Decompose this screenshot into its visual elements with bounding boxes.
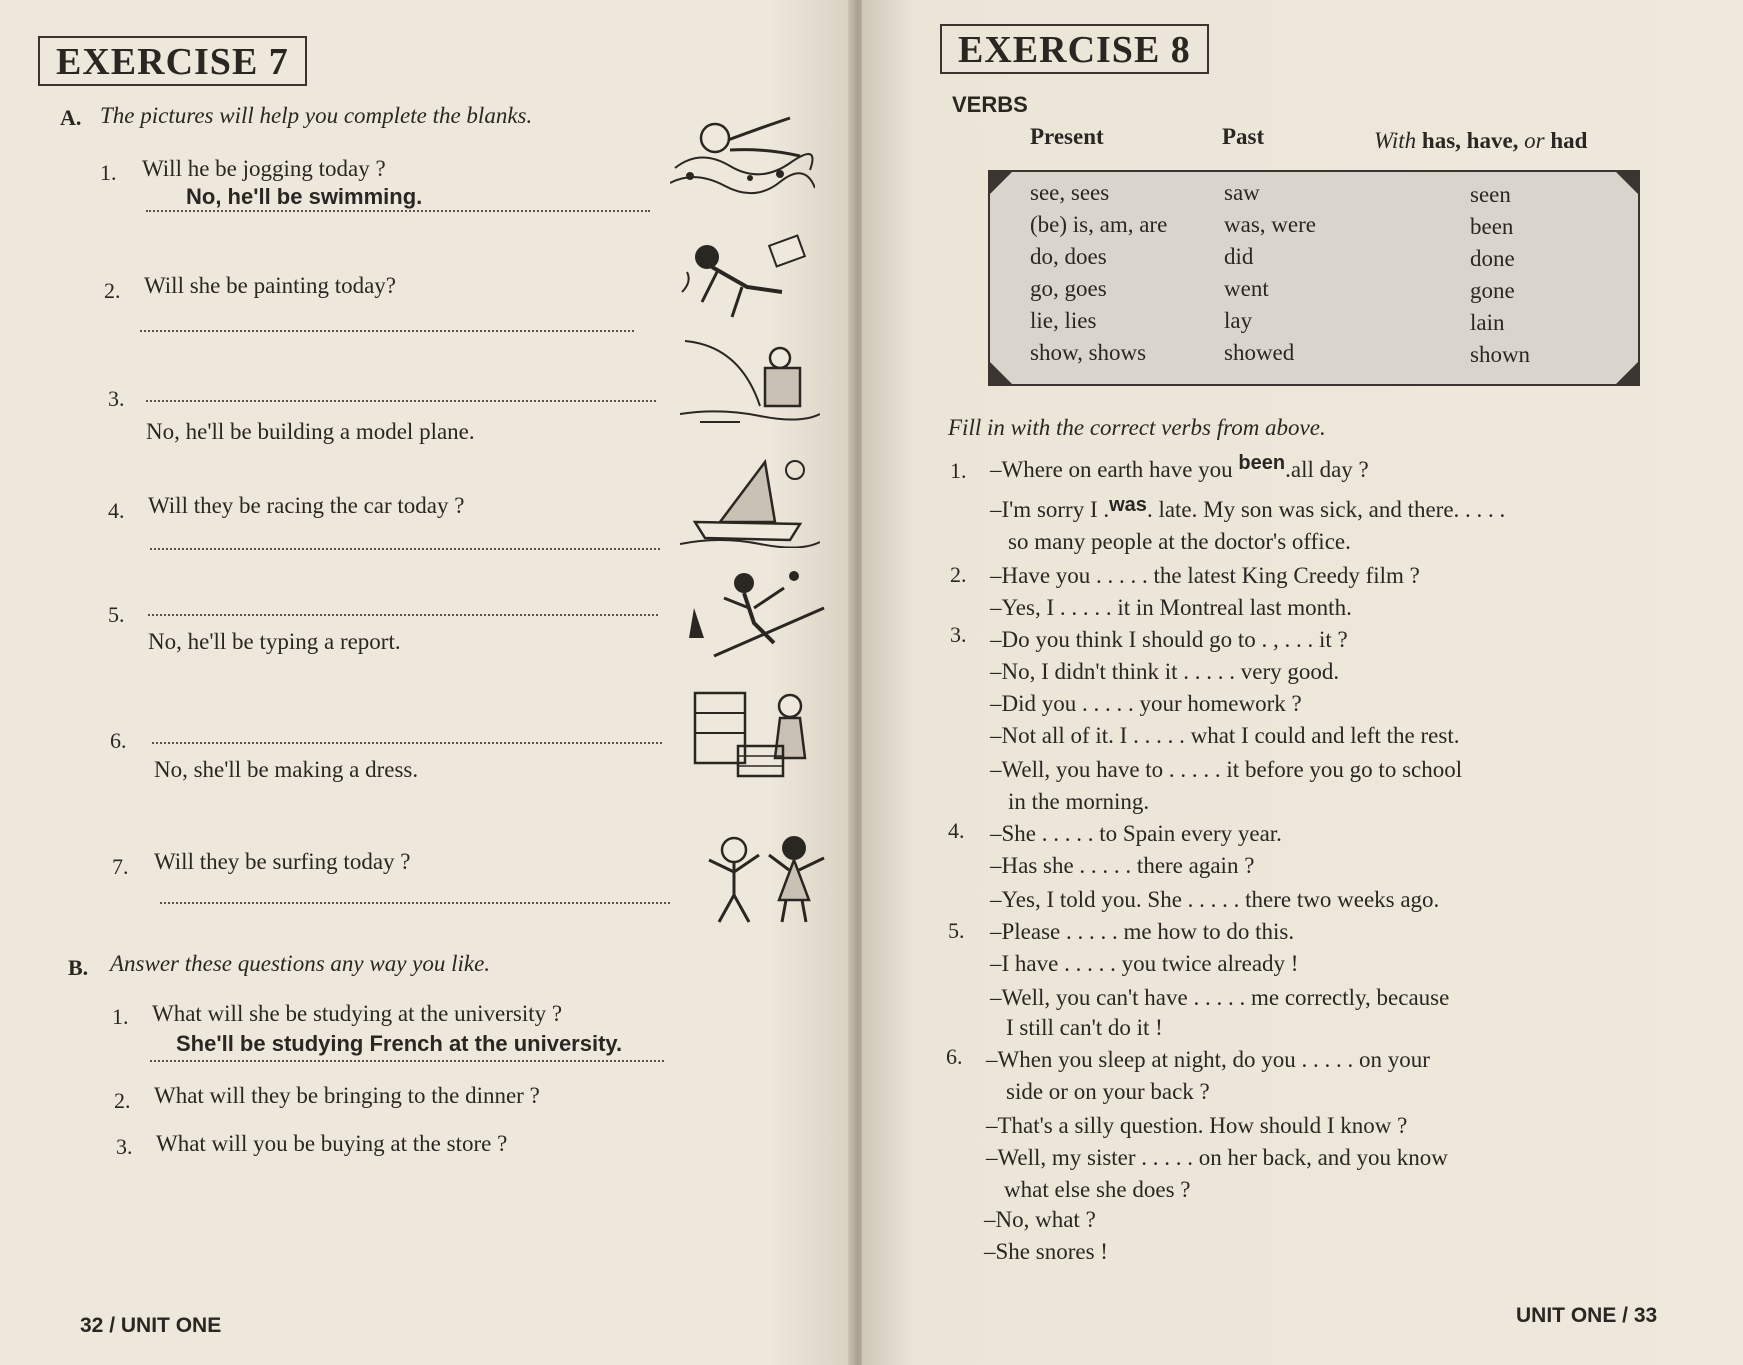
item-number: 1. (112, 1004, 129, 1029)
dialogue-line: side or on your back ? (1006, 1079, 1210, 1104)
item-answer-filled: No, he'll be swimming. (186, 184, 423, 209)
verb-participle: seen (1470, 182, 1511, 207)
exercise-7-title: EXERCISE 7 (38, 36, 307, 86)
item-answer: No, he'll be building a model plane. (146, 419, 475, 444)
verb-present: show, shows (1030, 340, 1147, 365)
fill-instruction: Fill in with the correct verbs from above. (948, 415, 1326, 440)
answer-blank[interactable] (146, 400, 656, 402)
verb-participle: lain (1470, 310, 1505, 335)
item-number: 5. (108, 602, 125, 627)
dialogue-line: –Well, my sister . . . . . on her back, and you know (986, 1145, 1448, 1170)
verbs-label: VERBS (952, 92, 1028, 117)
dialogue-number: 3. (950, 622, 967, 647)
filled-answer: been (1238, 452, 1286, 474)
dialogue-line: –No, I didn't think it . . . . . very good. (990, 659, 1340, 684)
answer-blank[interactable] (146, 210, 650, 212)
answer-blank[interactable] (148, 614, 658, 616)
verb-present: (be) is, am, are (1030, 212, 1168, 237)
dialogue-line: –Did you . . . . . your homework ? (990, 691, 1302, 716)
column-past: Past (1222, 124, 1265, 149)
verb-table (988, 170, 1640, 386)
verb-participle: shown (1470, 342, 1531, 367)
page-footer-right: UNIT ONE / 33 (1516, 1304, 1658, 1327)
dialogue-line: –That's a silly question. How should I know ? (986, 1113, 1408, 1138)
dialogue-line: –Has she . . . . . there again ? (990, 853, 1255, 878)
verb-participle: gone (1470, 278, 1515, 303)
dialogue-line: –Not all of it. I . . . . . what I could and left the rest. (990, 723, 1460, 748)
table-corner (1616, 172, 1638, 194)
filled-answer: was (1109, 494, 1147, 516)
dialogue-line: –Well, you can't have . . . . . me correctly, because (990, 985, 1450, 1010)
dialogue-line: –She . . . . . to Spain every year. (990, 821, 1282, 846)
verb-participle: been (1470, 214, 1514, 239)
dialogue-line: what else she does ? (1004, 1177, 1191, 1202)
dialogue-number: 4. (948, 818, 965, 843)
item-number: 3. (108, 386, 125, 411)
verb-present: lie, lies (1030, 308, 1097, 333)
item-question: Will they be surfing today ? (154, 849, 411, 874)
verb-past: did (1224, 244, 1254, 269)
item-question: Will he be jogging today ? (142, 156, 386, 181)
answer-blank[interactable] (150, 1060, 664, 1062)
dialogue-line: –I'm sorry I .was. late. My son was sick, and there. . . . . (990, 494, 1506, 522)
table-corner (1616, 362, 1638, 384)
verb-past: was, were (1224, 212, 1316, 237)
item-number: 6. (110, 728, 127, 753)
dialogue-line: –Yes, I . . . . . it in Montreal last month. (990, 595, 1352, 620)
dialogue-number: 2. (950, 562, 967, 587)
item-number: 3. (116, 1134, 133, 1159)
dialogue-line: –Yes, I told you. She . . . . . there two weeks ago. (990, 887, 1440, 912)
dialogue-line: –Well, you have to . . . . . it before you go to school (990, 757, 1463, 782)
section-a-instruction: The pictures will help you complete the blanks. (100, 103, 533, 128)
table-corner (990, 172, 1012, 194)
verb-past: lay (1224, 308, 1253, 333)
dialogue-line: –She snores ! (984, 1239, 1108, 1264)
dialogue-line: I still can't do it ! (1006, 1015, 1163, 1040)
verb-present: see, sees (1030, 180, 1110, 205)
table-corner (990, 362, 1012, 384)
dialogue-number: 5. (948, 918, 965, 943)
verb-present: go, goes (1030, 276, 1107, 301)
dialogue-line: in the morning. (1008, 789, 1150, 814)
page-footer-left: 32 / UNIT ONE (80, 1314, 222, 1337)
column-participle: With has, have, or had (1374, 128, 1588, 153)
dialogue-line: –Please . . . . . me how to do this. (990, 919, 1295, 944)
answer-blank[interactable] (150, 548, 660, 550)
answer-blank[interactable] (140, 330, 634, 332)
item-answer-filled: She'll be studying French at the university. (176, 1031, 623, 1056)
dialogue-line: –No, what ? (984, 1207, 1096, 1232)
item-question: Will they be racing the car today ? (148, 493, 465, 518)
section-b-instruction: Answer these questions any way you like. (110, 951, 491, 976)
sailboat-illustration-icon (680, 452, 820, 548)
dialogue-line: –Have you . . . . . the latest King Creedy film ? (990, 563, 1420, 588)
section-b-letter: B. (68, 955, 89, 980)
item-number: 2. (104, 278, 121, 303)
dialogue-line: so many people at the doctor's office. (1008, 529, 1351, 554)
verb-past: showed (1224, 340, 1295, 365)
skier-illustration-icon (684, 568, 828, 664)
right-page (862, 0, 1743, 1365)
dialogue-number: 6. (946, 1044, 963, 1069)
verb-participle: done (1470, 246, 1515, 271)
verb-past: saw (1224, 180, 1260, 205)
verb-past: went (1224, 276, 1269, 301)
exercise-8-title: EXERCISE 8 (940, 24, 1209, 74)
section-a-letter: A. (60, 105, 82, 130)
item-question: What will you be buying at the store ? (156, 1131, 508, 1156)
dialogue-line: –When you sleep at night, do you . . . . . on your (986, 1047, 1430, 1072)
item-number: 2. (114, 1088, 131, 1113)
swimmer-illustration-icon (670, 108, 815, 204)
item-number: 4. (108, 498, 125, 523)
column-present: Present (1030, 124, 1104, 149)
dialogue-line: –Do you think I should go to . , . . . it ? (990, 627, 1348, 652)
verb-present: do, does (1030, 244, 1107, 269)
answer-blank[interactable] (160, 902, 670, 904)
item-number: 7. (112, 854, 129, 879)
item-answer: No, he'll be typing a report. (148, 629, 401, 654)
left-page (0, 0, 855, 1365)
dancers-illustration-icon (694, 830, 842, 926)
answer-blank[interactable] (152, 742, 662, 744)
item-number: 1. (100, 160, 117, 185)
dialogue-number: 1. (950, 458, 967, 483)
shopper-illustration-icon (690, 688, 838, 786)
fisherman-illustration-icon (680, 336, 820, 428)
item-question: What will they be bringing to the dinner ? (154, 1083, 540, 1108)
item-question: Will she be painting today? (144, 273, 397, 298)
dialogue-line: –Where on earth have you been.all day ? (990, 452, 1369, 482)
item-answer: No, she'll be making a dress. (154, 757, 419, 782)
item-question: What will she be studying at the university ? (152, 1001, 563, 1026)
skydiver-illustration-icon (672, 232, 820, 322)
dialogue-line: –I have . . . . . you twice already ! (990, 951, 1299, 976)
